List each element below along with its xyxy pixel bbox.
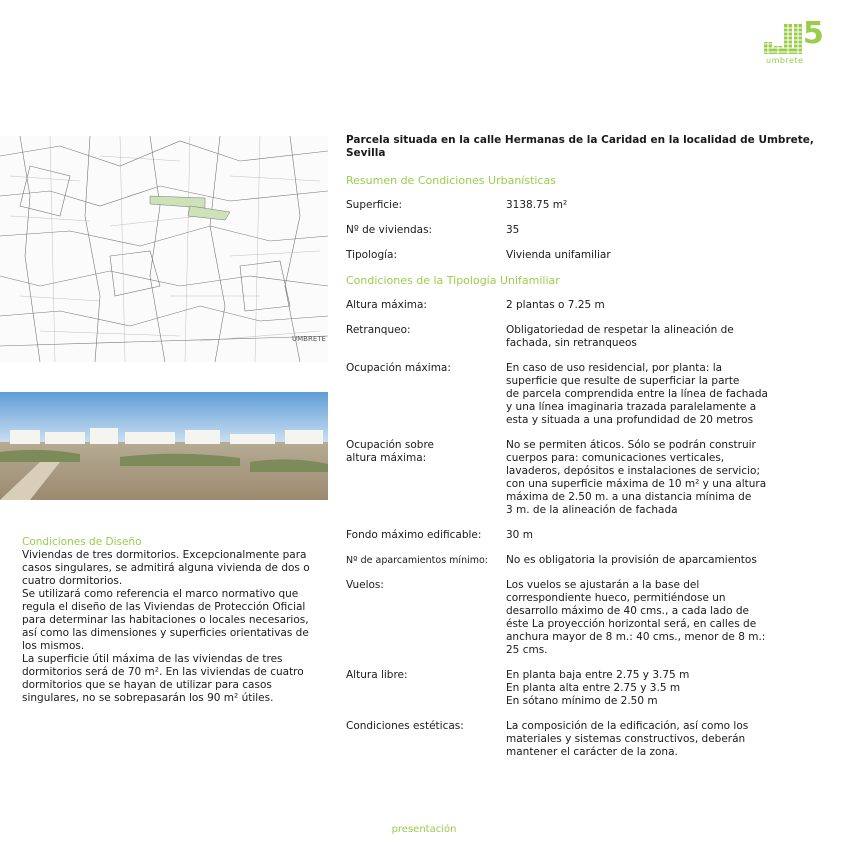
row-value: 30 m — [506, 529, 533, 541]
row-value: Vivienda unifamiliar — [506, 249, 611, 261]
design-heading: Condiciones de Diseño — [22, 536, 142, 548]
typology-row — [346, 439, 816, 517]
summary-heading: Resumen de Condiciones Urbanísticas — [346, 174, 556, 187]
typology-row — [346, 669, 816, 708]
row-label: Superficie: — [346, 199, 403, 211]
design-paragraph: La superficie útil máxima de las viviendas de tres dormitorios será de 70 m². En las viviendas de cuatro dormitorios que se hayan de utilizar para casos singulares, no se sobrepasarán los 90 m² útiles. — [22, 653, 304, 704]
typology-row — [346, 720, 816, 759]
row-label: Nº de viviendas: — [346, 224, 433, 236]
row-value: En planta baja entre 2.75 y 3.75 m En planta alta entre 2.75 y 3.5 m En sótano mínimo de 2.50 m — [506, 669, 690, 707]
typology-row — [346, 554, 816, 567]
summary-row — [346, 249, 816, 262]
cadastral-map — [0, 136, 328, 362]
design-paragraph: Se utilizará como referencia el marco normativo que regula el diseño de las Viviendas de Protección Oficial para determinar las habitaciones o locales necesarios, así como las dimensiones y superficies orientativas de los mismos. — [22, 588, 309, 652]
row-label: Ocupación máxima: — [346, 362, 451, 374]
logo-subtitle: umbrete — [766, 56, 804, 65]
parcel-title: Parcela situada en la calle Hermanas de la Caridad en la localidad de Umbrete, Sevilla — [346, 134, 814, 159]
row-value: La composición de la edificación, así como los materiales y sistemas constructivos, deberán mantener el carácter de la zona. — [506, 720, 749, 758]
row-label: Altura máxima: — [346, 299, 427, 311]
row-value: 35 — [506, 224, 520, 236]
typology-row — [346, 324, 816, 350]
row-label: Retranqueo: — [346, 324, 411, 336]
typology-row — [346, 362, 816, 427]
typology-row — [346, 579, 816, 657]
typology-heading: Condiciones de la Tipología Unifamiliar — [346, 274, 560, 287]
typology-row — [346, 299, 816, 312]
site-photo — [0, 392, 328, 500]
row-label: Fondo máximo edificable: — [346, 529, 482, 541]
row-value: 3138.75 m² — [506, 199, 568, 211]
row-value: Obligatoriedad de respetar la alineación de fachada, sin retranqueos — [506, 324, 734, 349]
design-conditions — [22, 536, 314, 705]
logo-number: 5 — [803, 16, 824, 51]
footer-label: presentación — [391, 824, 457, 835]
map-street-label: UMBRETE — [292, 335, 326, 343]
design-paragraph: Viviendas de tres dormitorios. Excepcionalmente para casos singulares, se admitirá alguna vivienda de dos o cuatro dormitorios. — [22, 549, 310, 587]
row-label: Altura libre: — [346, 669, 408, 681]
typology-row — [346, 529, 816, 542]
row-value: No es obligatoria la provisión de aparcamientos — [506, 554, 757, 566]
row-value: En caso de uso residencial, por planta: la superficie que resulte de superficiar la parte de parcela comprendida entre la línea de fachada y una línea imaginaria trazada paralelamente a esta y situada a una profundidad de 20 metros — [506, 362, 768, 426]
row-value: Los vuelos se ajustarán a la base del correspondiente hueco, permitiéndose un desarrollo máximo de 40 cms., a cada lado de éste La proyección horizontal será, en calles de anchura mayor de 8 m.: 40 cms., menor de 8 m.: 25 cms. — [506, 579, 766, 656]
row-label: Vuelos: — [346, 579, 384, 591]
row-label: Condiciones estéticas: — [346, 720, 464, 732]
conditions-column — [346, 134, 816, 771]
summary-row — [346, 199, 816, 212]
row-value: 2 plantas o 7.25 m — [506, 299, 605, 311]
summary-row — [346, 224, 816, 237]
row-label: Nº de aparcamientos mínimo: — [346, 555, 488, 566]
row-label: Tipología: — [346, 249, 397, 261]
row-value: No se permiten áticos. Sólo se podrán construir cuerpos para: comunicaciones verticales, lavaderos, depósitos e instalaciones de servicio; con una superficie máxima de 10 m² y una altura máxima de 2.50 m. a una distancia mínima de 3 m. de la alineación de fachada — [506, 439, 767, 516]
row-label: Ocupación sobre altura máxima: — [346, 439, 435, 464]
